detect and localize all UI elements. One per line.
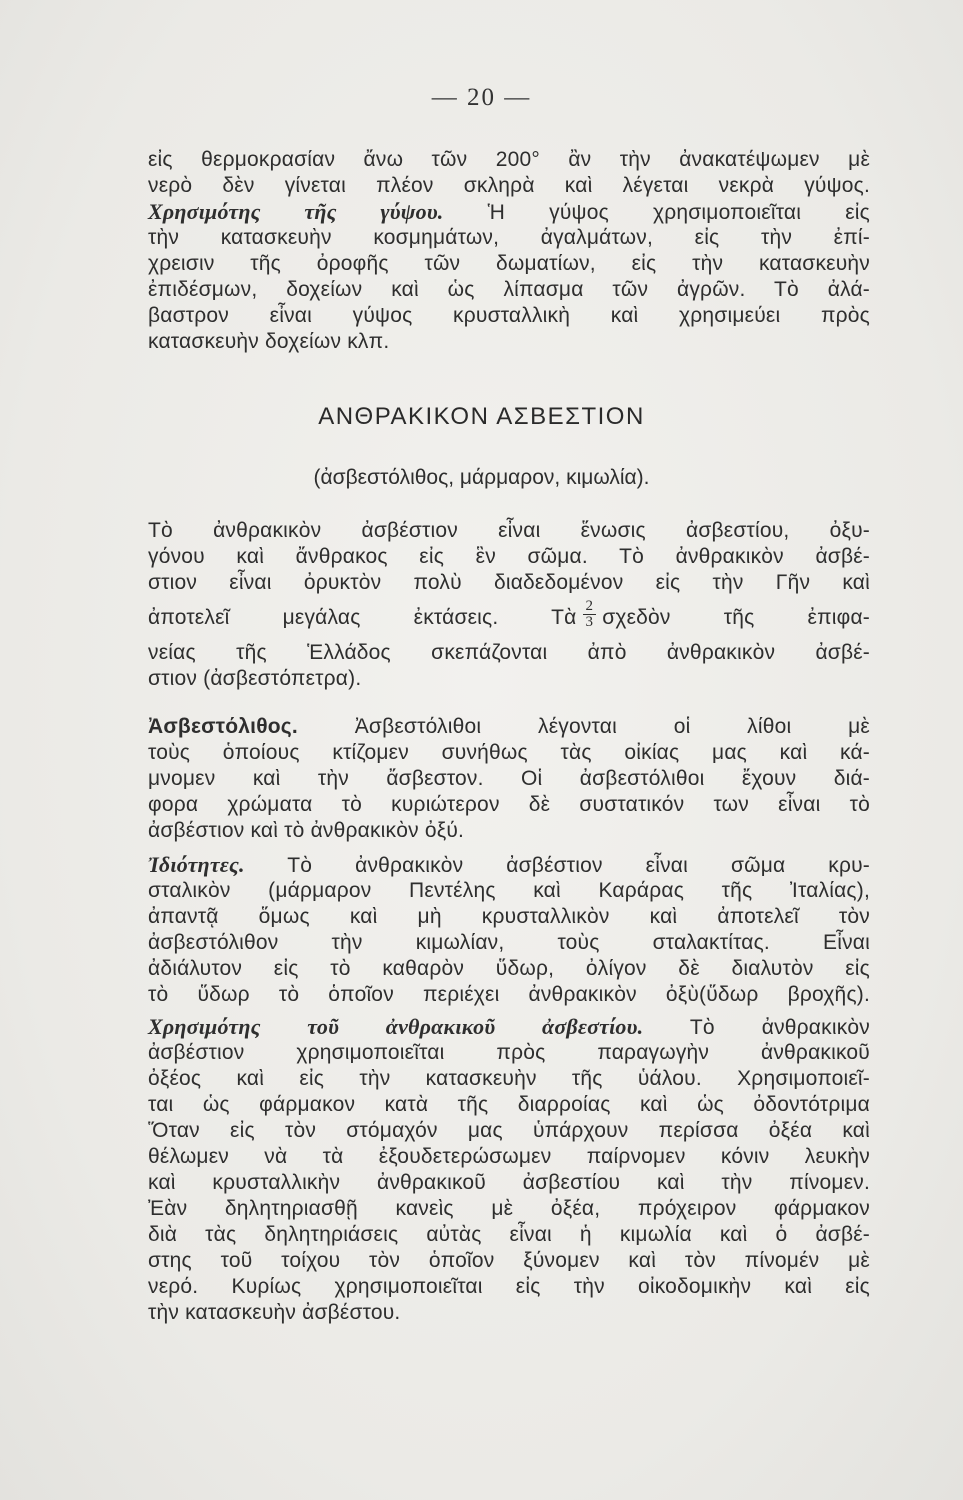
- text-line: εἰς θερμοκρασίαν ἄνω τῶν 200° ἂν τὴν ἀνακατέψωμεν μὲ: [148, 148, 870, 171]
- section-heading: ΑΝΘΡΑΚΙΚΟΝ ΑΣΒΕΣΤΙΟΝ: [318, 403, 645, 430]
- intro-paragraph: [148, 518, 870, 692]
- text-line: διὰ τὰς δηλητηριάσεις αὐτὰς εἶναι ἡ κιμωλία καὶ ὁ ἀσβέ-: [148, 1223, 870, 1246]
- text-line: στιον εἶναι ὀρυκτὸν πολὺ διαδεδομένον εἰς τὴν Γῆν καὶ: [148, 571, 870, 594]
- text-line: ἀδιάλυτον εἰς τὸ καθαρὸν ὕδωρ, ὀλίγον δὲ διαλυτὸν εἰς: [148, 957, 870, 980]
- text-line: ἐπιδέσμων, δοχείων καὶ ὡς λίπασμα τῶν ἀγρῶν. Τὸ ἀλά-: [148, 278, 870, 301]
- text-line: ἀσβεστόλιθον τὴν κιμωλίαν, τοὺς σταλακτίτας. Εἶναι: [148, 931, 870, 954]
- gypsum-usage-label: Χρησιμότης τῆς γύψου.: [148, 199, 444, 224]
- text-fragment: Τὸ ἀνθρακικὸν ἀσβέστιον εἶναι σῶμα κρυ-: [287, 854, 871, 877]
- text-line: νείας τῆς Ἑλλάδος σκεπάζονται ἀπὸ ἀνθρακικὸν ἀσβέ-: [148, 641, 870, 664]
- text-line: ἀπαντᾷ ὅμως καὶ μὴ κρυσταλλικὸν καὶ ἀποτελεῖ τὸν: [148, 905, 870, 928]
- text-line: ται ὡς φάρμακον κατὰ τῆς διαρροίας καὶ ὡς ὀδοντότριμα: [148, 1093, 870, 1116]
- text-line: τοὺς ὁποίους κτίζομεν συνήθως τὰς οἰκίας μας καὶ κά-: [148, 741, 870, 764]
- text-line: Ὅταν εἰς τὸν στόμαχόν μας ὑπάρχουν περίσσα ὀξέα καὶ: [148, 1119, 870, 1142]
- text-line: ὀξέος καὶ εἰς τὴν κατασκευὴν τῆς ὑάλου. Χρησιμοποιεῖ-: [148, 1067, 870, 1090]
- text-line: [148, 714, 870, 740]
- page-number: — 20 —: [431, 84, 532, 111]
- text-line: Τὸ ἀνθρακικὸν ἀσβέστιον εἶναι ἕνωσις ἀσβεστίου, ὀξυ-: [148, 519, 870, 542]
- limestone-label: Ἀσβεστόλιθος.: [148, 715, 298, 738]
- text-line: ἀσβέστιον χρησιμοποιεῖται πρὸς παραγωγὴν ἀνθρακικοῦ: [148, 1041, 870, 1064]
- text-line: σταλικὸν (μάρμαρον Πεντέλης καὶ Καράρας τῆς Ἰταλίας),: [148, 879, 870, 902]
- fraction-denominator: 3: [585, 613, 594, 630]
- text-line: τὴν κατασκευὴν ἀσβέστου.: [148, 1301, 401, 1324]
- text-line: [148, 1014, 870, 1040]
- text-line: [148, 199, 870, 225]
- text-line-with-fraction: [148, 596, 870, 640]
- text-line: κατασκευὴν δοχείων κλπ.: [148, 330, 390, 353]
- text-fragment: ἀποτελεῖ μεγάλας ἐκτάσεις. Τὰ: [148, 606, 577, 629]
- text-fragment: Τὸ ἀνθρακικὸν: [689, 1016, 870, 1039]
- text-line: νερὸ δὲν γίνεται πλέον σκληρὰ καὶ λέγεται νεκρὰ γύψος.: [148, 174, 870, 197]
- gypsum-paragraph: [148, 147, 870, 355]
- text-line: στιον (ἀσβεστόπετρα).: [148, 667, 362, 690]
- text-line: βαστρον εἶναι γύψος κρυσταλλικὴ καὶ χρησιμεύει πρὸς: [148, 304, 870, 327]
- fraction: [583, 599, 597, 630]
- text-line: θέλωμεν νὰ τὰ ἐξουδετερώσωμεν παίρνομεν κόνιν λευκὴν: [148, 1145, 870, 1168]
- properties-paragraph: [148, 852, 870, 1008]
- usage-label: Χρησιμότης τοῦ ἀνθρακικοῦ ἀσβεστίου.: [148, 1014, 644, 1039]
- section-subheading: (ἀσβεστόλιθος, μάρμαρον, κιμωλία).: [313, 466, 650, 489]
- text-line: [148, 852, 870, 878]
- text-line: χρεισιν τῆς ὀροφῆς τῶν δωματίων, εἰς τὴν κατασκευὴν: [148, 252, 870, 275]
- usage-paragraph: [148, 1014, 870, 1326]
- text-line: μνομεν καὶ τὴν ἄσβεστον. Οἱ ἀσβεστόλιθοι ἔχουν διά-: [148, 767, 870, 790]
- limestone-paragraph: [148, 714, 870, 844]
- text-line: φορα χρώματα τὸ κυριώτερον δὲ συστατικόν των εἶναι τὸ: [148, 793, 870, 816]
- text-line: καὶ κρυσταλλικὴν ἀνθρακικοῦ ἀσβεστίου καὶ τὴν πίνομεν.: [148, 1171, 870, 1194]
- text-line: Ἐὰν δηλητηριασθῇ κανεὶς μὲ ὀξέα, πρόχειρον φάρμακον: [148, 1197, 870, 1220]
- text-fragment: Ἀσβεστόλιθοι λέγονται οἱ λίθοι μὲ: [354, 715, 870, 738]
- text-line: γόνου καὶ ἄνθρακος εἰς ἓν σῶμα. Τὸ ἀνθρακικὸν ἀσβέ-: [148, 545, 870, 568]
- text-line: νερό. Κυρίως χρησιμοποιεῖται εἰς τὴν οἰκοδομικὴν καὶ εἰς: [148, 1275, 870, 1298]
- text-line: ἀσβέστιον καὶ τὸ ἀνθρακικὸν ὀξύ.: [148, 819, 465, 842]
- text-line: τὴν κατασκευὴν κοσμημάτων, ἀγαλμάτων, εἰς τὴν ἐπί-: [148, 226, 870, 249]
- fraction-numerator: 2: [583, 599, 597, 615]
- text-fragment: Ἡ γύψος χρησιμοποιεῖται εἰς: [487, 201, 870, 224]
- text-line: στης τοῦ τοίχου τὸν ὁποῖον ξύνομεν καὶ τὸν πίνομέν μὲ: [148, 1249, 870, 1272]
- properties-label: Ἰδιότητες.: [148, 852, 245, 877]
- text-fragment: σχεδὸν τῆς ἐπιφα-: [602, 606, 870, 629]
- text-line: τὸ ὕδωρ τὸ ὁποῖον περιέχει ἀνθρακικὸν ὀξὺ(ὕδωρ βροχῆς).: [148, 983, 870, 1006]
